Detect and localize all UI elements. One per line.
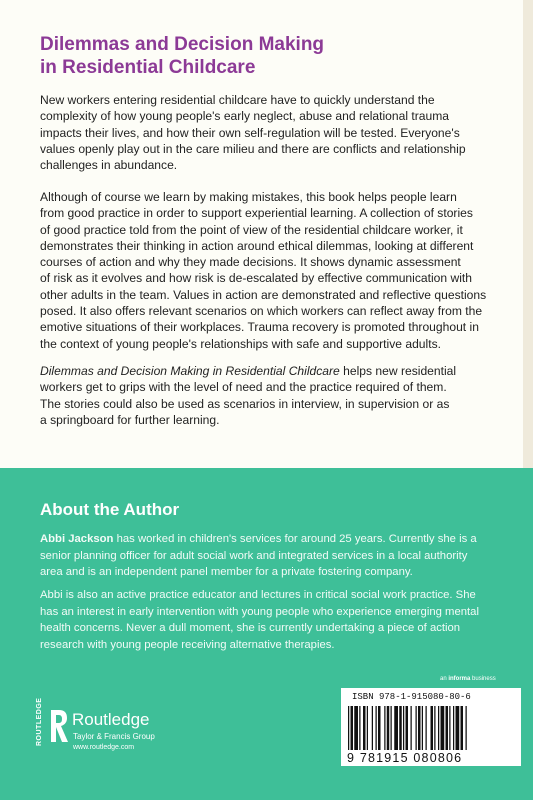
barcode-bar	[434, 706, 435, 750]
text-line: challenges in abundance.	[40, 158, 178, 173]
text-line: research with young people receiving alternative therapies.	[40, 638, 335, 651]
text-line: Abbi is also an active practice educator and lectures in critical social work practice. She	[40, 589, 476, 601]
barcode-bar	[387, 706, 390, 750]
barcode-bar	[406, 706, 409, 750]
book-title-line-1: Dilemmas and Decision Making	[40, 34, 325, 55]
barcode-bar	[376, 706, 377, 750]
spine-edge	[523, 0, 533, 468]
text-line: a springboard for further learning.	[40, 412, 220, 427]
barcode-bar	[418, 706, 421, 750]
barcode-bar	[466, 706, 467, 750]
barcode-bar	[426, 706, 427, 750]
publisher-url: www.routledge.com	[73, 744, 135, 751]
text-line: complexity of how young people's early neglect, abuse and relational trauma	[40, 109, 450, 124]
text-line: The stories could also be used as scenarios in interview, in supervision or as	[40, 396, 450, 411]
author-name: Abbi Jackson	[40, 533, 114, 545]
text-line: from good practice in order to support experiential learning. A collection of stories	[40, 206, 473, 221]
barcode-bar	[391, 706, 392, 750]
text-line: Although of course we learn by making mistakes, this book helps people learn	[40, 190, 457, 204]
text-span: an	[440, 676, 449, 682]
barcode-bar	[422, 706, 423, 750]
text-span: has worked in children's services for around 25 years. Currently she is a	[113, 533, 477, 545]
text-line: workers get to grips with the level of need and the practice required of them.	[40, 380, 447, 395]
book-title-line-2: in Residential Childcare	[40, 57, 256, 78]
informa-tagline	[440, 676, 496, 682]
text-line: other adults in the team. Values in action are demonstrated and reflective questions	[40, 287, 487, 302]
barcode-bar	[399, 706, 402, 750]
text-line: area and is an independent panel member for a private fostering company.	[40, 566, 413, 578]
barcode-digits: 9 781915 080806	[347, 751, 463, 765]
text-line: of risk as it evolves and how risk is de-escalated by effective communication with	[40, 271, 472, 286]
text-span: helps new residential	[339, 364, 457, 378]
barcode-bar	[348, 706, 349, 750]
text-line: New workers entering residential childcare have to quickly understand the	[40, 93, 435, 107]
text-line	[40, 363, 510, 379]
text-span: business	[470, 676, 496, 682]
author-bio-1	[40, 531, 515, 581]
about-heading: About the Author	[40, 500, 180, 519]
barcode-bar	[441, 706, 445, 750]
barcode-bar	[403, 706, 404, 750]
text-line: posed. It also offers relevant scenarios on which workers can reflect away from the	[40, 304, 483, 319]
text-line: has an interest in early intervention with young people who experience emerging mental	[40, 605, 479, 618]
barcode-bar	[359, 706, 360, 750]
description-paragraph-3	[40, 363, 510, 428]
barcode-bar	[372, 706, 373, 750]
text-line: courses of action and why they made decisions. It shows dynamic assessment	[40, 255, 461, 270]
author-bio-2	[40, 587, 515, 653]
text-line	[40, 531, 515, 548]
barcode-bar	[461, 706, 464, 750]
isbn-label: ISBN 978-1-915080-80-6	[352, 692, 471, 702]
barcode-bar	[378, 706, 381, 750]
book-title	[40, 33, 500, 79]
barcode-bar	[446, 706, 449, 750]
description-paragraph-2	[40, 189, 510, 352]
barcode-bar	[438, 706, 439, 750]
barcode-bar	[431, 706, 434, 750]
barcode-bar	[363, 706, 366, 750]
barcode-bar	[453, 706, 454, 750]
barcode-bar	[351, 706, 354, 750]
publisher-name: Routledge	[72, 710, 150, 729]
text-line: emotive situations of their workplaces. Trauma recovery is promoted throughout in	[40, 320, 479, 335]
text-line: health concerns. Never a dull moment, she is currently undertaking a piece of action	[40, 622, 461, 634]
informa-brand: informa	[448, 676, 471, 682]
barcode-bar	[449, 706, 450, 750]
barcode-bar	[367, 706, 368, 750]
barcode-graphic	[346, 706, 516, 750]
text-line: the context of young people's relationships with safe and supportive adults.	[40, 336, 441, 351]
text-line: senior planning officer for adult social work and integrated services in a local authority	[40, 549, 468, 562]
barcode-bar	[384, 706, 385, 750]
italic-book-title: Dilemmas and Decision Making in Residential Childcare	[40, 364, 340, 378]
routledge-vertical-mark: ROUTLEDGE	[36, 697, 43, 746]
barcode-bar	[456, 706, 460, 750]
barcode-bar	[394, 706, 398, 750]
publisher-group: Taylor & Francis Group	[73, 732, 155, 741]
text-line: values openly play out in the care milieu and there are conflicts and relationship	[40, 141, 466, 156]
text-line: demonstrates their thinking in action around ethical dilemmas, looking at different	[40, 238, 474, 253]
barcode-bar	[416, 706, 417, 750]
text-line: impacts their lives, and how their own self-regulation will be tested. Everyone's	[40, 125, 460, 140]
barcode-bar	[354, 706, 358, 750]
barcode-bar	[411, 706, 412, 750]
text-line: of good practice told from the point of view of the residential childcare worker, it	[40, 222, 463, 237]
description-paragraph-1	[40, 92, 510, 173]
